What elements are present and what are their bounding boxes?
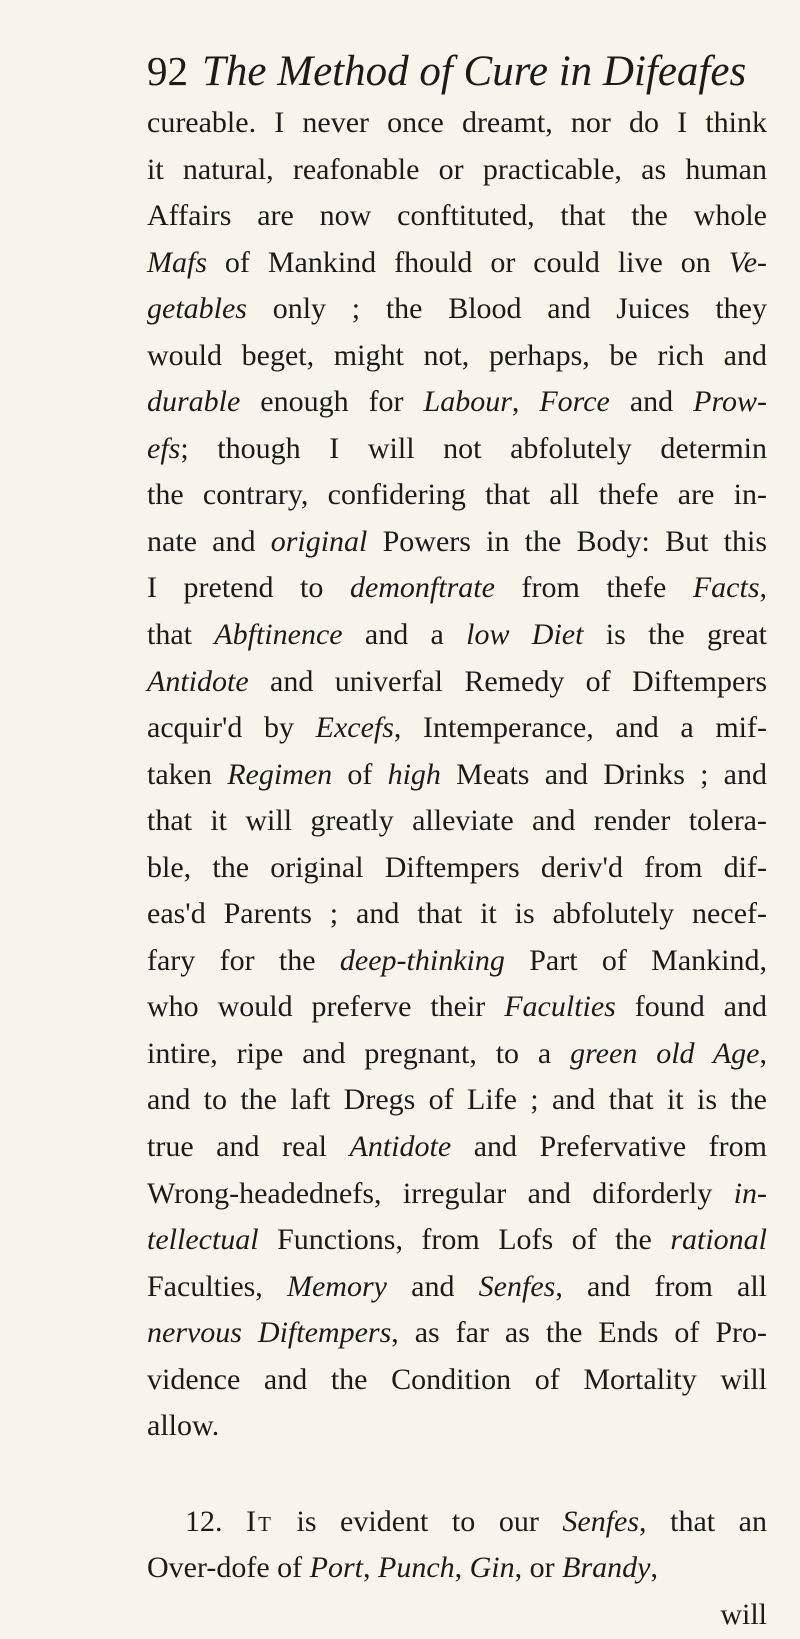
text-run: Antidote	[349, 1130, 452, 1164]
text-run: durable	[147, 385, 241, 419]
text-run: Regimen	[227, 757, 333, 791]
text-run: ; though I will not abfolutely determin	[180, 431, 767, 465]
text-line	[147, 659, 767, 706]
text-run: and	[386, 1269, 479, 1303]
text-run: Abftinence	[214, 618, 343, 652]
text-run: rational	[670, 1223, 767, 1257]
text-run: Force	[539, 385, 610, 419]
text-run: Ve-	[728, 245, 767, 279]
text-run: Gin	[469, 1551, 515, 1585]
text-run: , as far as the Ends of Pro-	[391, 1316, 767, 1350]
text-line	[147, 752, 767, 799]
text-line	[147, 333, 767, 380]
text-run: Part of Mankind,	[504, 943, 767, 977]
text-line	[147, 1403, 767, 1450]
text-run: ,	[454, 1551, 470, 1585]
text-run: ,	[511, 385, 540, 419]
text-line	[147, 984, 767, 1031]
text-run: , and from all	[555, 1269, 767, 1303]
text-run: it natural, reafonable or practicable, as human	[147, 152, 767, 186]
text-run: , that an	[639, 1504, 767, 1538]
text-run: , or	[514, 1551, 563, 1585]
text-run: I pretend to	[147, 571, 350, 605]
text-run: Faculties	[504, 990, 616, 1024]
text-run: Facts	[692, 571, 760, 605]
text-run: nate and	[147, 524, 271, 558]
text-run: ble, the original Diftempers deriv'd from dif-	[147, 850, 767, 884]
text-run: ,	[650, 1551, 658, 1585]
text-run: and univerfal Remedy of Diftempers	[248, 664, 767, 698]
text-line	[147, 519, 767, 566]
text-line	[147, 240, 767, 287]
text-run: and	[609, 385, 694, 419]
text-run: high	[387, 757, 441, 791]
text-run: green old Age	[570, 1036, 760, 1070]
text-line	[147, 1499, 767, 1546]
text-run: Senfes	[562, 1504, 640, 1538]
text-run: Port	[309, 1551, 363, 1585]
text-run: 12.	[185, 1504, 247, 1538]
text-run: eas'd Parents ; and that it is abfolutely necef-	[147, 897, 767, 931]
text-run: Mafs	[147, 245, 207, 279]
text-run: vidence and the Condition of Mortality will	[147, 1362, 767, 1396]
text-run: of	[332, 757, 388, 791]
text-run: Antidote	[147, 664, 249, 698]
text-line	[147, 472, 767, 519]
text-line	[147, 100, 767, 147]
text-run: is evident to our	[272, 1504, 563, 1538]
text-run: ,	[759, 571, 767, 605]
page-body	[147, 100, 767, 1639]
text-run: efs	[147, 431, 181, 465]
text-run: cureable. I never once dreamt, nor do I think	[147, 106, 767, 139]
text-line	[147, 845, 767, 892]
catchword: will	[720, 1597, 767, 1631]
text-line	[147, 1357, 767, 1404]
text-run: , Intemperance, and a mif-	[393, 711, 767, 745]
running-title: The Method of Cure in Difeafes	[202, 48, 747, 95]
paragraph-gap	[147, 1450, 767, 1499]
text-run: nervous Diftempers	[147, 1316, 392, 1350]
text-run: found and	[615, 990, 767, 1024]
text-run: and a	[342, 618, 467, 652]
text-line	[147, 147, 767, 194]
text-run: deep-thinking	[339, 943, 505, 977]
text-run: Prow-	[693, 385, 768, 419]
text-line	[147, 1077, 767, 1124]
text-run: low Diet	[466, 618, 584, 652]
text-run: would beget, might not, perhaps, be rich and	[147, 338, 767, 372]
text-line	[147, 1031, 767, 1078]
text-line	[147, 612, 767, 659]
text-run: Over-dofe of	[147, 1551, 310, 1585]
text-line	[147, 426, 767, 473]
text-run: Excefs	[315, 711, 394, 745]
text-line	[147, 565, 767, 612]
text-run: ,	[759, 1036, 767, 1070]
text-run: Wrong-headednefs, irregular and diforderly	[147, 1176, 734, 1210]
text-run: allow.	[147, 1409, 220, 1443]
text-line	[147, 1545, 767, 1592]
text-line	[147, 1217, 767, 1264]
text-run: Meats and Drinks ; and	[440, 757, 767, 791]
text-line	[147, 193, 767, 240]
text-run: enough for	[240, 385, 424, 419]
text-line	[147, 1310, 767, 1357]
text-run: ,	[363, 1551, 378, 1585]
text-run: Powers in the Body: But this	[367, 524, 767, 558]
text-run: Functions, from Lofs of the	[258, 1223, 671, 1257]
text-run: It	[246, 1504, 273, 1538]
text-run: from thefe	[494, 571, 693, 605]
text-run: of Mankind fhould or could live on	[207, 245, 729, 279]
text-run: Senfes	[478, 1269, 556, 1303]
paragraph-2	[147, 1499, 767, 1592]
text-run: Brandy	[562, 1551, 651, 1585]
text-run: and Prefervative from	[451, 1130, 767, 1164]
text-run: the contrary, confidering that all thefe are in-	[147, 478, 767, 512]
paragraph-1	[147, 100, 767, 1450]
text-run: acquir'd by	[147, 711, 316, 745]
running-header	[147, 42, 767, 101]
text-run: Faculties,	[147, 1269, 287, 1303]
text-line	[147, 798, 767, 845]
text-run: original	[270, 524, 368, 558]
text-run: fary for the	[147, 943, 340, 977]
text-run: Memory	[287, 1269, 387, 1303]
text-run: and to the laft Dregs of Life ; and that it is the	[147, 1083, 767, 1117]
text-run: true and real	[147, 1130, 350, 1164]
text-run: only ; the Blood and Juices they	[246, 292, 767, 326]
text-run: that	[147, 618, 215, 652]
text-line	[147, 1124, 767, 1171]
text-run: in-	[733, 1176, 767, 1210]
text-line	[147, 938, 767, 985]
text-run: getables	[147, 292, 247, 326]
text-run: Labour	[423, 385, 512, 419]
text-run: tellectual	[147, 1223, 259, 1257]
text-run: is the great	[583, 618, 767, 652]
text-run: Affairs are now conftituted, that the whole	[147, 199, 767, 233]
text-line	[147, 1264, 767, 1311]
page-number: 92	[147, 48, 188, 94]
text-run: who would preferve their	[147, 990, 505, 1024]
text-line	[147, 1171, 767, 1218]
text-run: Punch	[378, 1551, 455, 1585]
text-run: intire, ripe and pregnant, to a	[147, 1036, 571, 1070]
text-run: taken	[147, 757, 228, 791]
text-run: that it will greatly alleviate and render tolera-	[147, 804, 767, 838]
text-run: demonftrate	[349, 571, 495, 605]
text-line	[147, 379, 767, 426]
text-line	[147, 286, 767, 333]
text-line	[147, 891, 767, 938]
text-line	[147, 705, 767, 752]
